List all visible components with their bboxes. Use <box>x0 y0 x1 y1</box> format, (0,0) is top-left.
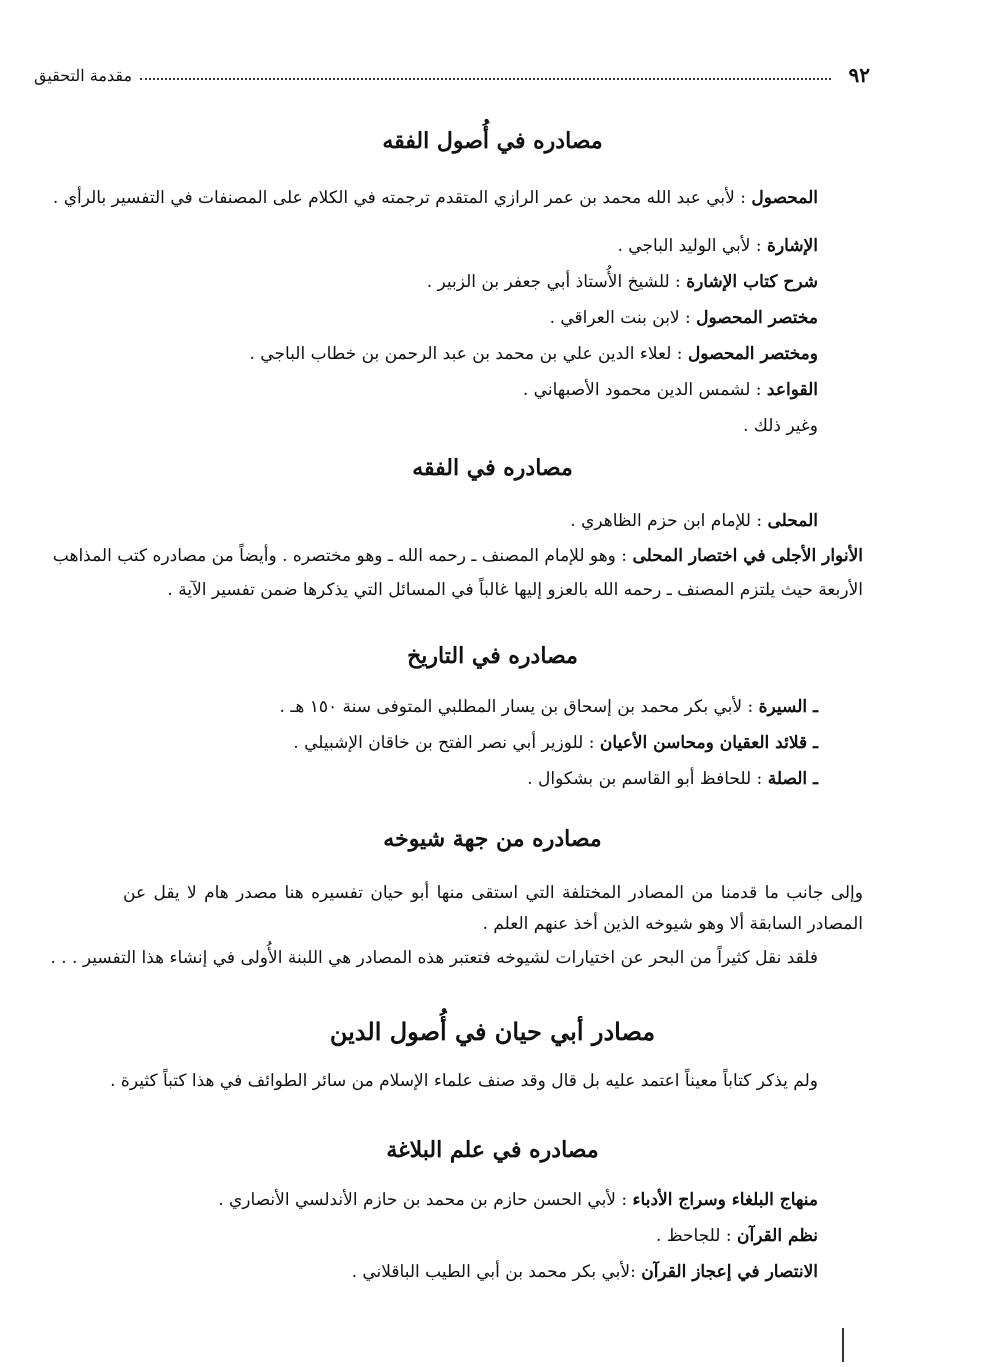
section-heading-usul-din: مصادر أبي حيان في أُصول الدين <box>329 1017 656 1046</box>
entry-text: : لابن بنت العراقي . <box>549 308 697 328</box>
section-heading-history: مصادره في التاريخ <box>407 643 578 669</box>
entry-text: : لأبي الوليد الباجي . <box>617 236 768 256</box>
paragraph-shuyukh-2: فلقد نقل كثيراً من البحر عن اختيارات لشيوخه فتعتبر هذه المصادر هي اللبنة الأُولى في إنشاء هذا التفسير . . . <box>50 948 818 968</box>
entry-title: ـ قلائد العقيان ومحاسن الأعيان <box>599 733 818 753</box>
entry-text: :لأبي بكر محمد بن أبي الطيب الباقلاني . <box>351 1262 642 1282</box>
entry-text: : لأبي الحسن حازم بن محمد بن حازم الأندلسي الأنصاري . <box>218 1190 633 1210</box>
section-heading-usul-fiqh: مصادره في أُصول الفقه <box>382 128 603 154</box>
entry-mahsul <box>53 188 818 208</box>
entry-muhalla <box>570 511 818 531</box>
entry-text: : للجاحظ . <box>656 1226 737 1246</box>
entry-sharh-ishara <box>427 272 818 292</box>
entry-title: مختصر المحصول <box>696 308 818 328</box>
page-header <box>34 60 870 90</box>
entry-title: المحلى <box>767 511 818 531</box>
entry-title: نظم القرآن <box>737 1226 818 1246</box>
entry-text: : وهو للإمام المصنف ـ رحمه الله ـ وهو مختصره . وأيضاً من مصادره كتب المذاهب <box>52 546 633 566</box>
scan-margin-mark <box>842 1328 844 1362</box>
entry-text: : للإمام ابن حزم الظاهري . <box>570 511 768 531</box>
entry-nazm-quran <box>656 1226 818 1246</box>
entry-intisar <box>352 1262 818 1282</box>
section-heading-balagha: مصادره في علم البلاغة <box>386 1137 599 1163</box>
header-dotted-leader <box>140 78 830 80</box>
entry-text: : لأبي عبد الله محمد بن عمر الرازي المتقدم ترجمته في الكلام على المصنفات في التفسير بالرأي . <box>52 188 752 208</box>
entry-text: : للشيخ الأُستاذ أبي جعفر بن الزبير . <box>426 272 687 292</box>
entry-ishara <box>617 236 818 256</box>
entry-anwar-ajla <box>53 546 863 566</box>
section-heading-shuyukh: مصادره من جهة شيوخه <box>383 826 602 852</box>
entry-qalaid <box>293 733 818 753</box>
entry-anwar-ajla-continued: الأربعة حيث يلتزم المصنف ـ رحمه الله بالعزو إليها غالباً في المسائل التي يذكرها ضمن تفسير الآية . <box>167 580 863 600</box>
entry-sira <box>280 697 818 717</box>
entry-qawaid <box>523 380 818 400</box>
entry-title: القواعد <box>766 380 818 400</box>
entry-text: : لشمس الدين محمود الأصبهاني . <box>522 380 767 400</box>
entry-mukhtasar-mahsul-baji <box>249 344 818 364</box>
entry-title: الإشارة <box>767 236 818 256</box>
entry-title: ـ السيرة <box>758 697 818 717</box>
page-number: ٩٢ <box>848 63 870 87</box>
entry-title: شرح كتاب الإشارة <box>686 272 818 292</box>
entry-minhaj-bulagha <box>218 1190 818 1210</box>
entry-title: ومختصر المحصول <box>687 344 818 364</box>
entry-text: : للوزير أبي نصر الفتح بن خاقان الإشبيلي . <box>293 733 600 753</box>
entry-title: منهاج البلغاء وسراج الأدباء <box>632 1190 818 1210</box>
section-heading-fiqh: مصادره في الفقه <box>412 455 573 481</box>
entry-title: ـ الصلة <box>767 769 818 789</box>
closing-line: وغير ذلك . <box>743 416 818 436</box>
entry-title: الأنوار الأجلى في اختصار المحلى <box>632 546 863 566</box>
paragraph-usul-din: ولم يذكر كتاباً معيناً اعتمد عليه بل قال وقد صنف علماء الإسلام من سائر الطوائف في هذا كتباً كثيرة . <box>110 1071 818 1091</box>
running-title: مقدمة التحقيق <box>34 65 133 85</box>
entry-text: : لعلاء الدين علي بن محمد بن عبد الرحمن بن خطاب الباجي . <box>249 344 688 364</box>
paragraph-shuyukh-1: وإلى جانب ما قدمنا من المصادر المختلفة التي استقى منها أبو حيان تفسيره هنا مصدر هام لا يقل عن المصادر السابقة ألا وهو شيوخه الذين أخذ عنهم العلم . <box>123 883 863 934</box>
entry-text: : لأبي بكر محمد بن إسحاق بن يسار المطلبي المتوفى سنة ١٥٠ هـ . <box>279 697 759 717</box>
entry-text: : للحافظ أبو القاسم بن بشكوال . <box>527 769 768 789</box>
entry-sila <box>527 769 818 789</box>
entry-title: الانتصار في إعجاز القرآن <box>641 1262 818 1282</box>
entry-mukhtasar-mahsul <box>550 308 818 328</box>
entry-title: المحصول <box>751 188 818 208</box>
